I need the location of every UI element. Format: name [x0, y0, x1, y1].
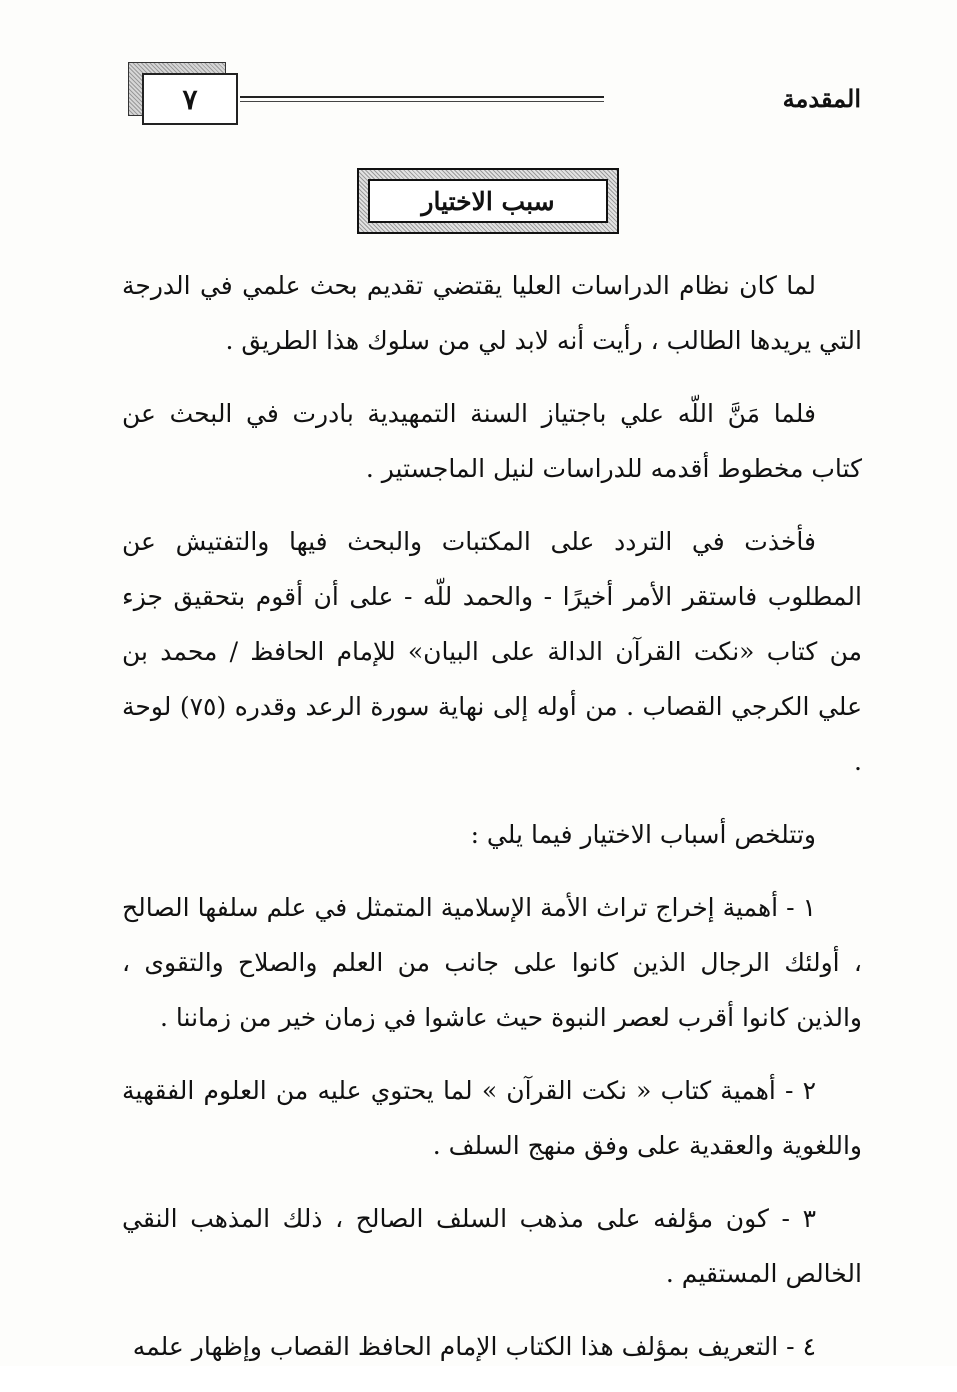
- paragraph-reasons-lead: وتتلخص أسباب الاختيار فيما يلي :: [470, 820, 816, 849]
- paragraph-preparatory-year: فلما مَنَّ اللّه علي باجتياز السنة التمهيدية بادرت في البحث عن كتاب مخطوط أقدمه للدراسات لنيل الماجستير .: [122, 399, 862, 483]
- reason-item-4: ٤ - التعريف بمؤلف هذا الكتاب الإمام الحافظ القصاب وإظهار علمه: [132, 1332, 816, 1361]
- body-text: [122, 258, 862, 1392]
- header-divider-line: [240, 96, 604, 98]
- section-title: سبب الاختيار: [368, 179, 608, 223]
- paragraph-manuscript-choice: فأخذت في التردد على المكتبات والبحث فيها والتفتيش عن المطلوب فاستقر الأمر أخيرًا - والحمد للّه - على أن أقوم بتحقيق جزء من كتاب «نكت القرآن الدالة على البيان» للإمام الحافظ / محمد بن علي الكرجي القصاب . من أوله إلى نهاية سورة الرعد وقدره (٧٥) لوحة .: [122, 527, 862, 776]
- paragraph-intro: لما كان نظام الدراسات العليا يقتضي تقديم بحث علمي في الدرجة التي يريدها الطالب ، رأيت أنه لابد لي من سلوك هذا الطريق .: [122, 271, 862, 355]
- page-number: ٧: [182, 82, 198, 116]
- reason-item-1: ١ - أهمية إخراج تراث الأمة الإسلامية المتمثل في علم سلفها الصالح ، أولئك الرجال الذين كانوا على جانب من العلم والصلاح والتقوى ، والذين كانوا أقرب لعصر النبوة حيث عاشوا في زمان خير من زماننا .: [122, 893, 862, 1032]
- page-number-box: [142, 73, 238, 125]
- reason-item-3: ٣ - كون مؤلفه على مذهب السلف الصالح ، ذلك المذهب النقي الخالص المستقيم .: [122, 1204, 862, 1288]
- header-divider-line-secondary: [240, 101, 604, 102]
- reason-item-2: ٢ - أهمية كتاب « نكت القرآن » لما يحتوي عليه من العلوم الفقهية واللغوية والعقدية على وفق منهج السلف .: [122, 1076, 862, 1160]
- section-title-frame: [357, 168, 619, 234]
- chapter-header-title: المقدمة: [782, 84, 861, 113]
